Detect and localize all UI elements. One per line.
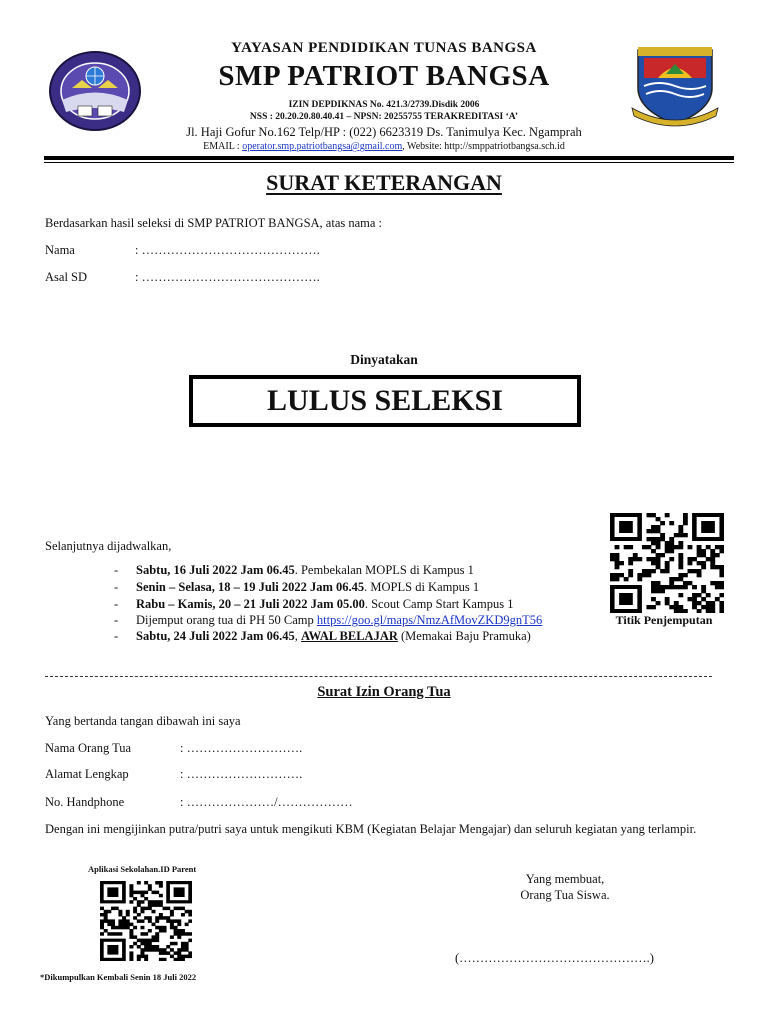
origin-school-field-label: Asal SD [45,270,88,284]
school-address: Jl. Haji Gofur No.162 Telp/HP : (022) 6623319 Ds. Tanimulya Kec. Ngamprah [186,125,582,139]
phone-label: No. Handphone [45,795,125,809]
parent-name-value: : ………………………. [180,741,303,755]
certificate-intro: Berdasarkan hasil seleksi di SMP PATRIOT BANGSA, atas nama : [45,216,383,230]
contact-line [0,141,768,152]
qr-pattern [100,881,192,961]
school-name: SMP PATRIOT BANGSA [218,60,550,92]
email-link[interactable]: operator.smp.patriotbangsa@gmail.com [242,141,403,152]
declared-label: Dinyatakan [350,352,418,367]
consent-statement: Dengan ini mengijinkan putra/putri saya untuk mengikuti KBM (Kegiatan Belajar Mengajar) dan seluruh kegiatan yang terlampir. [45,822,697,836]
parent-app-qr-code[interactable] [100,881,192,961]
school-registry-line: NSS : 20.20.20.80.40.41 – NPSN: 20255755 TERAKREDITASI ‘A’ [249,112,519,122]
foundation-name: YAYASAN PENDIDIKAN TUNAS BANGSA [231,40,537,56]
permit-title: Surat Izin Orang Tua [317,684,451,700]
app-label: Aplikasi Sekolahan.ID Parent [88,864,197,874]
header-divider-thick [44,156,734,160]
qr-caption: Titik Penjemputan [615,613,713,627]
schedule-item: - Sabtu, 24 Juli 2022 Jam 06.45, AWAL BELAJAR (Memakai Baju Pramuka) [114,629,531,643]
signature-line: (……………………………………….) [455,951,654,965]
schedule-item: - Senin – Selasa, 18 – 19 Juli 2022 Jam 06.45. MOPLS di Kampus 1 [114,580,480,594]
selection-result-box: LULUS SELEKSI [189,375,581,427]
origin-school-field-value: : ……………………………………. [135,270,320,284]
cut-line [45,676,712,677]
document-title: SURAT KETERANGAN [266,170,502,195]
header-divider-thin [44,162,734,163]
return-note: *Dikumpulkan Kembali Senin 18 Juli 2022 [40,972,197,982]
address-label: Alamat Lengkap [45,767,129,781]
phone-value: : …………………/……………… [180,795,353,809]
pickup-qr-code[interactable] [610,513,724,613]
parent-name-label: Nama Orang Tua [45,741,132,755]
schedule-item: - Sabtu, 16 Juli 2022 Jam 06.45. Pembekalan MOPLS di Kampus 1 [114,563,474,577]
schedule-item: - Dijemput orang tua di PH 50 Camp https://goo.gl/maps/NmzAfMovZKD9gnT56 [114,613,543,627]
permit-intro: Yang bertanda tangan dibawah ini saya [45,714,241,728]
maker-line-1: Yang membuat, [525,872,605,886]
address-value: : ………………………. [180,767,303,781]
pickup-map-link[interactable]: https://goo.gl/maps/NmzAfMovZKD9gnT56 [316,613,543,627]
maker-line-2: Orang Tua Siswa. [520,888,610,902]
name-field-label: Nama [45,243,75,257]
license-number: IZIN DEPDIKNAS No. 421.3/2739.Disdik 2006 [288,100,480,110]
name-field-value: : ……………………………………. [135,243,320,257]
email-label: EMAIL : [203,141,243,152]
schedule-item: - Rabu – Kamis, 20 – 21 Juli 2022 Jam 05.00. Scout Camp Start Kampus 1 [114,597,514,611]
schedule-intro: Selanjutnya dijadwalkan, [45,539,172,553]
qr-pattern [610,513,724,613]
website-text: , Website: http://smppatriotbangsa.sch.id [402,141,565,152]
